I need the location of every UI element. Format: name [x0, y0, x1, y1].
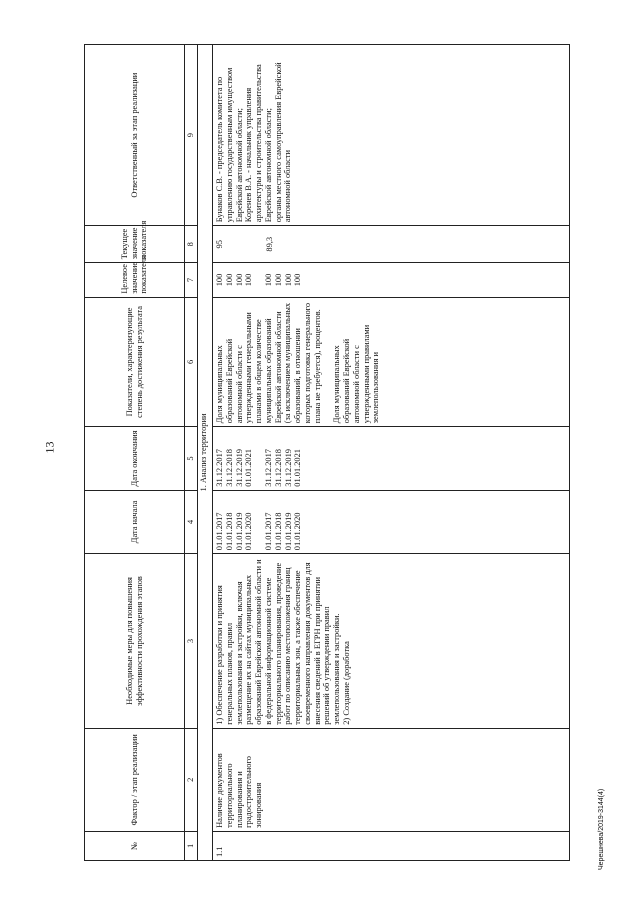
header-measures: Необходимые меры для повышения эффективности прохождения этапов	[85, 554, 185, 729]
target-value: 100	[244, 273, 254, 287]
end-dates-cell	[213, 427, 570, 490]
column-number: 8	[185, 226, 198, 263]
header-row	[85, 45, 185, 861]
header-start-date: Дата начала	[85, 490, 185, 553]
column-number: 1	[185, 831, 198, 860]
spacer	[245, 229, 255, 259]
target-value: 100	[264, 273, 273, 287]
end-date: 01.01.2021	[293, 449, 303, 487]
rotated-table-wrapper	[84, 44, 570, 861]
target-value: 100	[234, 273, 244, 287]
header-responsible: Ответственный за этап реализации	[85, 45, 185, 226]
spacer	[255, 229, 265, 259]
row-number: 1.1	[213, 831, 570, 860]
start-date: 01.01.2020	[244, 512, 254, 551]
start-date: 01.01.2018	[224, 512, 234, 551]
spacer	[225, 229, 235, 259]
start-date: 01.01.2019	[283, 512, 293, 551]
section-title: 1. Анализ территории	[198, 45, 213, 861]
target-values-cell	[213, 263, 570, 297]
start-date: 01.01.2019	[234, 512, 244, 551]
implementation-table	[84, 44, 570, 861]
header-factor: Фактор / этап реализации	[85, 728, 185, 831]
target-value: 100	[283, 273, 293, 287]
end-date: 31.12.2017	[264, 449, 273, 487]
section-row	[198, 45, 213, 861]
header-current-value: Текущее значение показателя	[85, 226, 185, 263]
spacer	[254, 494, 264, 550]
column-number: 5	[185, 427, 198, 490]
end-date: 31.12.2017	[215, 449, 224, 487]
table-row	[213, 45, 570, 861]
column-number: 6	[185, 297, 198, 427]
column-number: 9	[185, 45, 198, 226]
header-end-date: Дата окончания	[85, 427, 185, 490]
end-date: 31.12.2018	[273, 449, 283, 487]
end-date: 31.12.2018	[224, 449, 234, 487]
column-number-row	[185, 45, 198, 861]
indicators-cell	[213, 297, 570, 427]
measures-cell: 1) Обеспечение разработки и принятия генеральных планов, правил землепользования и застройки, включая размещение их на сайтах муниципальных образований Еврейской автономной области и в федеральной информационной системе территориального планирования, проведение работ по описанию местоположения границ территориальных зон, а также обеспечение своевременного направления документов для внесения сведений в ЕГРН при принятии решений об утверждении правил землепользования и застройки. 2) Создание (доработка	[213, 554, 570, 729]
start-date: 01.01.2017	[264, 512, 273, 551]
end-date: 31.12.2019	[283, 449, 293, 487]
start-dates-cell	[213, 490, 570, 553]
column-number: 4	[185, 490, 198, 553]
document-code: Черешнева/2019-3144(4)	[598, 788, 605, 870]
column-number: 3	[185, 554, 198, 729]
start-date: 01.01.2017	[215, 512, 224, 551]
header-indicators: Показатели, характеризующие степень достижения результата	[85, 297, 185, 427]
factor-cell: Наличие документов территориального планирования и градостроительного зонирования	[213, 728, 570, 831]
target-value: 100	[215, 273, 224, 287]
end-date: 31.12.2019	[234, 449, 244, 487]
responsible-cell: Бунаков С.В. - председатель комитета по управлению государственным имуществом Еврейской автономной области; Коренев В.А. - начальник управления архитектуры и строительства правительства Еврейской автономной области; органы местного самоуправления Еврейской автономной области	[213, 45, 570, 226]
indicator-text: Доля муниципальных образований Еврейской автономной области с утвержденными правилами землепользования и	[332, 324, 381, 424]
current-value: 89,3	[264, 236, 274, 252]
start-date: 01.01.2018	[273, 512, 283, 551]
current-values-cell	[213, 226, 570, 263]
spacer	[322, 301, 332, 424]
spacer	[235, 229, 245, 259]
start-date: 01.01.2020	[293, 512, 303, 551]
target-value: 100	[224, 273, 234, 287]
page-number: 13	[42, 441, 57, 454]
end-date: 01.01.2021	[244, 449, 254, 487]
header-target-value: Целевое значение показателя	[85, 263, 185, 297]
target-value: 100	[293, 273, 303, 287]
spacer	[254, 266, 264, 293]
spacer	[254, 430, 264, 486]
header-number: №	[85, 831, 185, 860]
target-value: 100	[273, 273, 283, 287]
column-number: 7	[185, 263, 198, 297]
current-value: 95	[215, 240, 224, 249]
indicator-text: Доля муниципальных образований Еврейской автономной области с утвержденными генеральными планами в общем количестве муниципальных образований Еврейской автономной области (за исключением муниципальных образований, в отношении которых подготовка генерального плана не требуется), процентов.	[215, 302, 322, 424]
column-number: 2	[185, 728, 198, 831]
